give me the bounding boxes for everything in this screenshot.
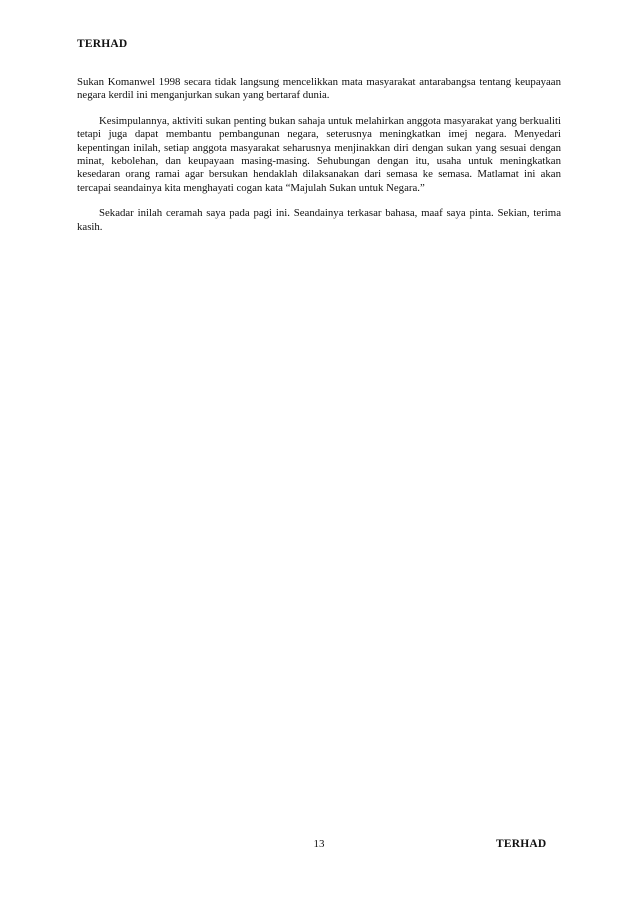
footer-classification-label: TERHAD (496, 838, 547, 850)
header-classification-label: TERHAD (77, 38, 128, 50)
footer-page-number: 13 (313, 838, 325, 850)
paragraph-3: Sekadar inilah ceramah saya pada pagi ini. Seandainya terkasar bahasa, maaf saya pinta. Sekian, terima kasih. (77, 207, 561, 233)
document-body (77, 76, 561, 246)
paragraph-2: Kesimpulannya, aktiviti sukan penting bukan sahaja untuk melahirkan anggota masyarakat yang berkualiti tetapi juga dapat membantu pembangunan negara, seterusnya meningkatkan imej negara. Menyedari kepentingan inilah, setiap anggota masyarakat seharusnya menjinakkan diri dengan sukan yang sesuai dengan minat, kebolehan, dan keupayaan masing-masing. Sehubungan dengan itu, usaha untuk meningkatkan kesedaran orang ramai agar bersukan hendaklah dilaksanakan dari semasa ke semasa. Matlamat ini akan tercapai seandainya kita menghayati cogan kata “Majulah Sukan untuk Negara.” (77, 114, 561, 194)
paragraph-1: Sukan Komanwel 1998 secara tidak langsung mencelikkan mata masyarakat antarabangsa tentang keupayaan negara kerdil ini menganjurkan sukan yang bertaraf dunia. (77, 76, 561, 102)
